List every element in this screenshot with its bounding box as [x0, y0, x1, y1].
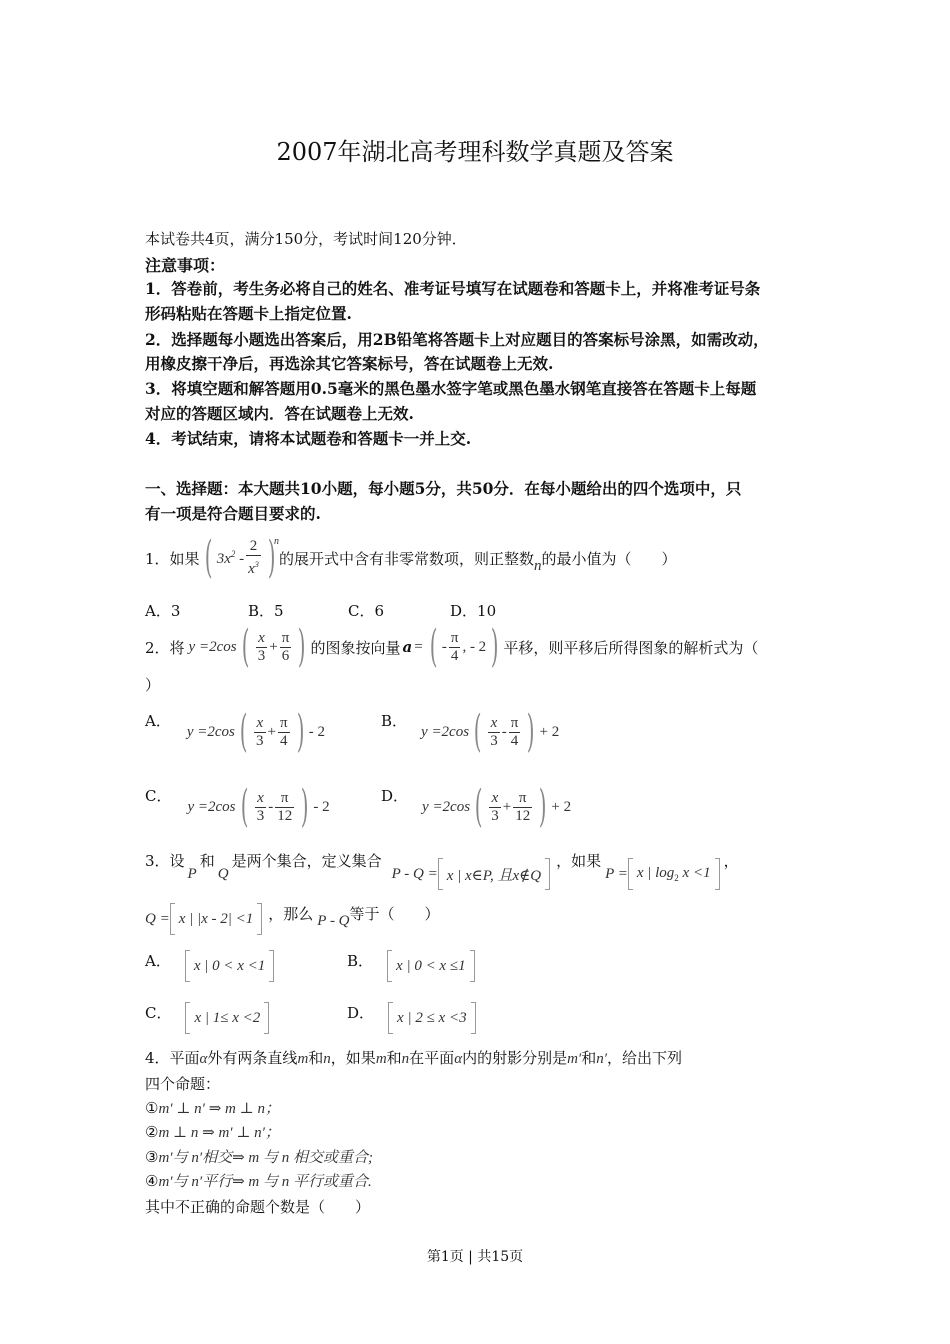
math-func: y =2cos: [188, 638, 237, 655]
math-op: +: [269, 638, 278, 655]
math-term: P - Q: [317, 912, 350, 929]
notice-line: 3．将填空题和解答题用0.5毫米的黑色墨水签字笔或黑色墨水钢笔直接答在答题卡上每题: [145, 379, 757, 398]
math-term: , - 2: [462, 638, 487, 655]
question-2: [145, 621, 759, 672]
notice-line: 4．考试结束，请将本试题卷和答题卡一并上交.: [145, 429, 472, 448]
vector-a: a: [402, 638, 413, 656]
notice-line: 对应的答题区域内．答在试题卷上无效.: [145, 404, 414, 423]
math-var: Q: [217, 865, 229, 882]
notice-line: 形码粘贴在答题卡上指定位置.: [145, 304, 352, 323]
question-text: 其中不正确的命题个数是（ ）: [145, 1198, 371, 1216]
option-b: B． y =2cos ( $\frac{x}{3}$ - $\frac{\pi}{4}$ ) + 2: [381, 706, 560, 757]
option-a: A． x | 0 < x <1: [145, 950, 274, 982]
question-text: 的图象按向量: [310, 638, 401, 657]
proposition-2: ②m ⊥ n ⇒ m′ ⊥ n′；: [145, 1123, 280, 1141]
fraction: $\frac{\pi}{4}$: [450, 629, 459, 664]
proposition-4: ④m′与 n′平行⇒ m 与 n 平行或重合.: [145, 1172, 372, 1190]
math-term: P =: [605, 865, 628, 882]
section-heading: 一、选择题：本大题共10小题，每小题5分，共50分．在每小题给出的四个选项中，只: [145, 479, 742, 498]
left-paren: (: [241, 621, 250, 672]
question-text: 四个命题：: [145, 1075, 221, 1093]
exam-intro: 本试卷共4页，满分150分，考试时间120分钟．: [145, 230, 467, 248]
question-text: 1．如果: [145, 549, 200, 568]
question-3: 3．设 P 和 Q 是两个集合，定义集合 P - Q = x | x∈P, 且x∉Q ，如果 P = x | $\log_2 x <1$ ，: [145, 850, 739, 882]
question-3-cont: [145, 903, 440, 935]
option-d: D． x | 2 ≤ x <3: [347, 1002, 476, 1034]
math-var: P: [187, 865, 197, 882]
option-c: C． y =2cos ( $\frac{x}{3}$ - $\frac{\pi}{12}$ ) - 2: [145, 781, 330, 832]
math-term: Q =: [145, 910, 170, 927]
option-c: C． x | 1≤ x <2: [145, 1002, 269, 1034]
option-a: A．3: [145, 602, 181, 620]
fraction: $\frac{\pi}{6}$: [281, 629, 290, 664]
notice-heading: 注意事项：: [145, 256, 226, 275]
question-text: 等于（ ）: [349, 904, 440, 923]
right-paren: ): [490, 621, 499, 672]
set-definition: x | x∈P, 且x∉Q: [446, 867, 542, 884]
option-c: C．6: [348, 602, 385, 620]
left-paren: (: [429, 621, 438, 672]
option-a: A． y =2cos ( $\frac{x}{3}$ + $\frac{\pi}{4}$ ) - 2: [145, 706, 326, 757]
option-d: D．10: [450, 602, 497, 620]
math-term: P - Q =: [391, 865, 438, 882]
fraction: $\frac{2}{x^3}$: [248, 538, 259, 577]
right-paren: ): [298, 621, 306, 672]
question-text: 和: [199, 852, 215, 870]
math-op: =: [414, 638, 423, 655]
question-text: 3．设: [145, 852, 185, 870]
question-4: 4．平面α外有两条直线m和n，如果m和n在平面α内的射影分别是m′和n′，给出下列: [145, 1049, 683, 1067]
fraction: $\frac{x}{3}$: [257, 629, 266, 664]
proposition-3: ③m′与 n′相交⇒ m 与 n 相交或重合;: [145, 1148, 373, 1166]
question-text: ，那么: [268, 904, 314, 923]
option-b: B． x | 0 < x ≤1: [347, 950, 475, 982]
notice-line: 2．选择题每小题选出答案后，用2B铅笔将答题卡上对应题目的答案标号涂黑，如需改动，: [145, 330, 769, 349]
proposition-1: ①m′ ⊥ n′ ⇒ m ⊥ n；: [145, 1099, 280, 1117]
question-text: ，: [723, 852, 739, 870]
math-op: -: [441, 638, 447, 655]
option-b: B．5: [248, 602, 284, 620]
math-var: n: [534, 557, 542, 574]
left-paren: (: [204, 532, 212, 583]
exponent: n: [273, 536, 279, 547]
question-text: 是两个集合，定义集合: [231, 852, 382, 870]
section-heading: 有一项是符合题目要求的.: [145, 504, 321, 523]
question-text: 的展开式中含有非零常数项，则正整数: [278, 549, 534, 568]
page-footer: 第1页 | 共15页: [426, 1249, 524, 1265]
math-term: $3x^2$ -: [216, 548, 245, 567]
question-1: [145, 532, 677, 583]
option-d: D． y =2cos ( $\frac{x}{3}$ + $\frac{\pi}{12}$ ) + 2: [381, 781, 572, 832]
question-text: 2．将: [145, 638, 185, 657]
page-title: 2007年湖北高考理科数学真题及答案: [276, 138, 674, 166]
question-text: 平移，则平移后所得图象的解析式为（: [503, 638, 759, 657]
question-text: ，如果: [556, 852, 602, 870]
set-definition: x | |x - 2| <1: [178, 910, 254, 927]
question-text: ）: [145, 676, 161, 694]
right-paren: ): [267, 532, 276, 583]
notice-line: 1．答卷前，考生务必将自己的姓名、准考证号填写在试题卷和答题卡上，并将准考证号条: [145, 279, 761, 298]
question-text: 的最小值为（ ）: [541, 549, 677, 568]
notice-line: 用橡皮擦干净后，再选涂其它答案标号，答在试题卷上无效.: [145, 354, 554, 373]
